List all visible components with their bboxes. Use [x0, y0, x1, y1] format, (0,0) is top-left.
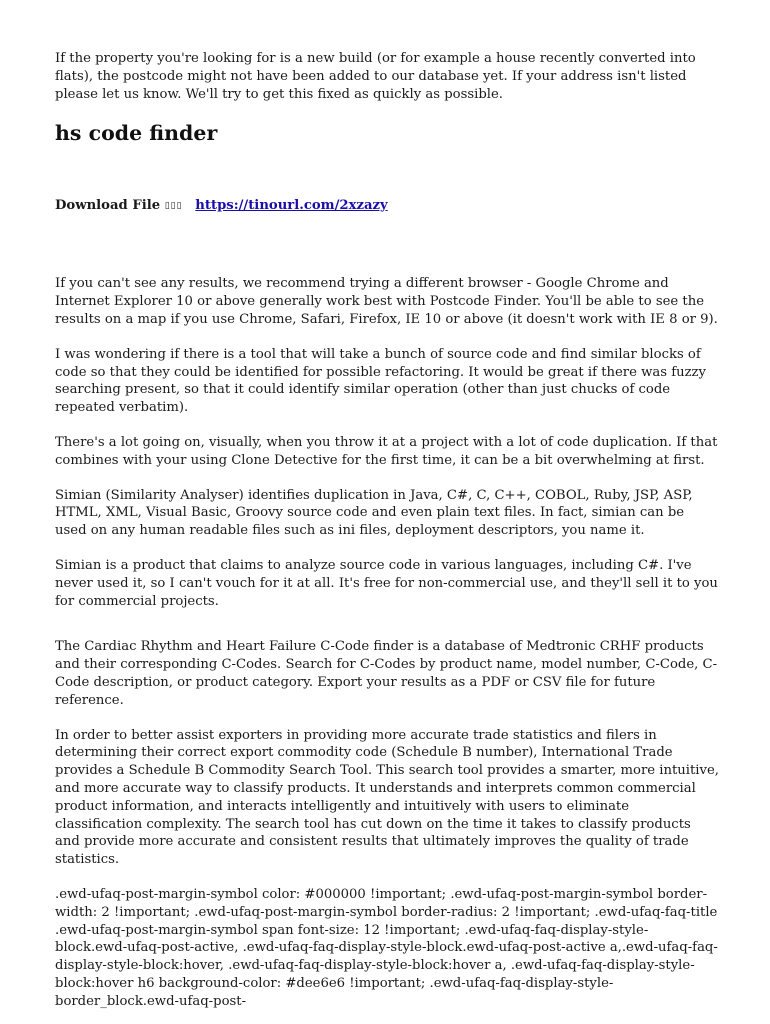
body-paragraph-clone-detective: There's a lot going on, visually, when you throw it at a project with a lot of code duplication. If that combines with your using Clone Detective for the first time, it can be a bit overwhelming at first. — [55, 434, 718, 468]
body-paragraph-browser: If you can't see any results, we recommend trying a different browser - Google Chrome and Internet Explorer 10 or above generally work best with Postcode Finder. You'll be able to see the results on a map if you use Chrome, Safari, Firefox, IE 10 or above (it doesn't work with IE 8 or 9). — [55, 276, 718, 327]
body-paragraph-source-code: I was wondering if there is a tool that will take a bunch of source code and find similar blocks of code so that they could be identified for possible refactoring. It would be great if there was fuzzy searching present, so that it could identify similar operation (other than just chucks of code repeated verbatim). — [55, 346, 706, 416]
intro-paragraph: If the property you're looking for is a new build (or for example a house recently converted into flats), the postcode might not have been added to our database yet. If your address isn't listed please let us know. We'll try to get this fixed as quickly as possible. — [55, 51, 696, 102]
download-label: Download File — [55, 198, 161, 214]
download-line — [55, 197, 719, 215]
body-paragraph-c-code: The Cardiac Rhythm and Heart Failure C-Code finder is a database of Medtronic CRHF products and their corresponding C-Codes. Search for C-Codes by product name, model number, C-Code, C-Code description, or product category. Export your results as a PDF or CSV file for future reference. — [55, 639, 718, 708]
download-link[interactable]: https://tinourl.com/2xzazy — [195, 198, 388, 214]
document-page — [55, 50, 719, 1009]
download-glyphs: ▯▯▯ — [164, 201, 183, 212]
body-paragraph-simian-product: Simian is a product that claims to analyze source code in various languages, including C#. I've never used it, so I can't vouch for it at all. It's free for non-commercial use, and they'll sell it to you for commercial projects. — [55, 557, 718, 609]
css-dump-paragraph: .ewd-ufaq-post-margin-symbol color: #000000 !important; .ewd-ufaq-post-margin-symbol border-width: 2 !important; .ewd-ufaq-post-margin-symbol border-radius: 2 !important; .ewd-ufaq-faq-title .ewd-ufaq-post-margin-symbol span font-size: 12 !important; .ewd-ufaq-faq-display-style-block.ewd-ufaq-post-active, .ewd-ufaq-faq-display-style-block.ewd-ufaq-post-active a,.ewd-ufaq-faq-display-style-block:hover, .ewd-ufaq-faq-display-style-block:hover a, .ewd-ufaq-faq-display-style-block:hover h6 background-color: #dee6e6 !important; .ewd-ufaq-faq-display-style-border_block.ewd-ufaq-post- — [55, 886, 718, 1009]
page-title: hs code finder — [55, 121, 218, 146]
body-paragraph-schedule-b: In order to better assist exporters in providing more accurate trade statistics and filers in determining their correct export commodity code (Schedule B number), International Trade provides a Schedule B Commodity Search Tool. This search tool provides a smarter, more intuitive, and more accurate way to classify products. It understands and interprets common commercial product information, and interacts intelligently and intuitively with users to eliminate classification complexity. The search tool has cut down on the time it takes to classify products and provide more accurate and consistent results that ultimately improves the quality of trade statistics. — [55, 727, 719, 868]
body-paragraph-simian: Simian (Similarity Analyser) identifies duplication in Java, C#, C, C++, COBOL, Ruby, JSP, ASP, HTML, XML, Visual Basic, Groovy source code and even plain text files. In fact, simian can be used on any human readable files such as ini files, deployment descriptors, you name it. — [55, 487, 693, 539]
